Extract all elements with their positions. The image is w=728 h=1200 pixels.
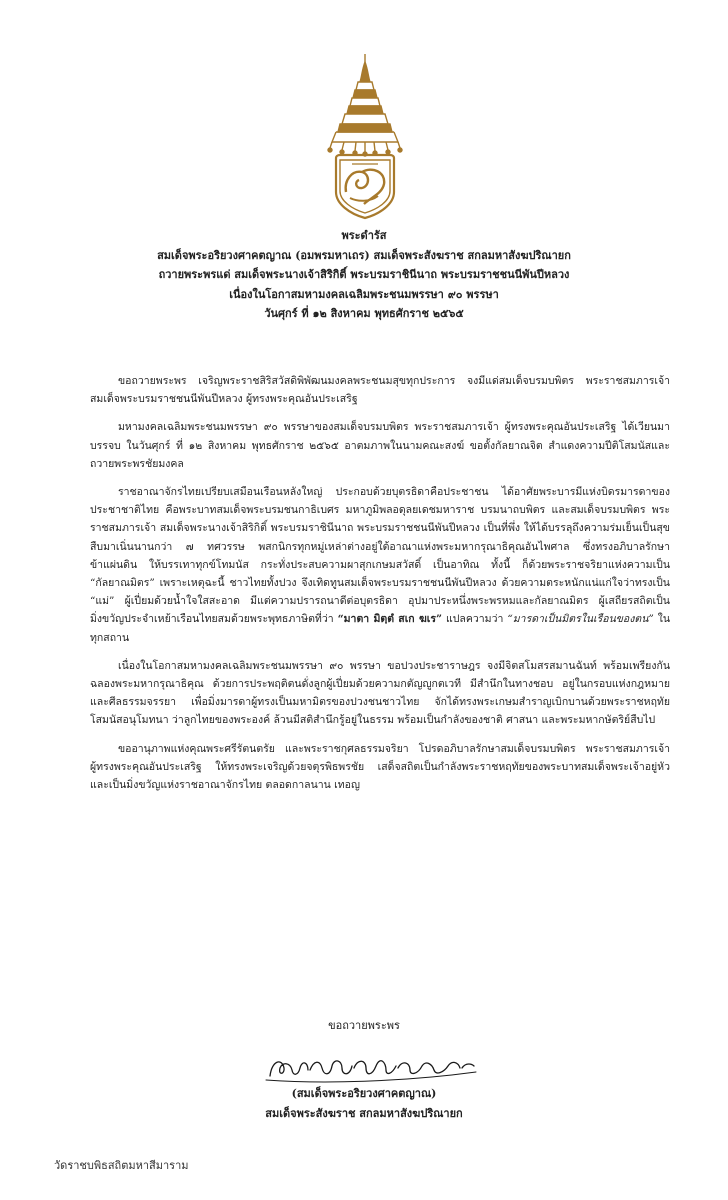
quote-kalyanamitta: “กัลยาณมิตร”	[90, 577, 155, 590]
header-date: วันศุกร์ ที่ ๑๒ สิงหาคม พุทธศักราช ๒๕๖๕	[264, 307, 464, 320]
header-issuer: สมเด็จพระอริยวงศาคตญาณ (อมพรมหาเถร) สมเด็จพระสังฆราช สกลมหาสังฆปริณายก	[157, 248, 571, 262]
decree-header	[40, 226, 688, 324]
decree-body	[90, 372, 670, 804]
signer-name: (สมเด็จพระอริยวงศาคตญาณ)	[291, 1087, 437, 1100]
royal-emblem-icon	[322, 52, 408, 220]
paragraph-3-text-a: ราชอาณาจักรไทยเปรียบเสมือนเรือนหลังใหญ่ ประกอบด้วยบุตรธิดาคือประชาชน ได้อาศัยพระบารมีแห่งบิดรมารดาของประชาชาติไทย คือพระบาทสมเด็จพระบรมชนกาธิเบศร มหาภูมิพลอดุลยเดชมหาราช บรมนาถบพิตร และสมเด็จบรมบพิตร พระราชสมภารเจ้า สมเด็จพระนางเจ้าสิริกิติ์ พระบรมราชินีนาถ พระบรมราชชนนีพันปีหลวง เป็นที่พึ่ง ให้ได้บรรลุถึงความร่มเย็นเป็นสุขสืบมาเนิ่นนานกว่า ๗ ทศวรรษ พสกนิกรทุกหมู่เหล่าต่างอยู่ใต้อาณาแห่งพระมหากรุณาธิคุณอันไพศาล ซึ่งทรงอภิบาลรักษาข้าแผ่นดิน ให้บรรเทาทุกข์โทมนัส กระทั่งประสบความผาสุกเกษมสวัสดิ์ เป็นอาทิณ ทั้งนี้ ก็ด้วยพระราชจริยาแห่งความเป็น	[90, 486, 670, 571]
pali-verse: “มาตา มิตฺตํ สเก ฆเร”	[337, 613, 443, 626]
paragraph-3-text-e: ในทุกสถาน	[90, 613, 671, 644]
header-recipient: ถวายพระพรแด่ สมเด็จพระนางเจ้าสิริกิติ์ พระบรมราชินีนาถ พระบรมราชชนนีพันปีหลวง	[158, 268, 570, 281]
signer-title: สมเด็จพระสังฆราช สกลมหาสังฆปริณายก	[265, 1107, 463, 1120]
paragraph-5: ขออานุภาพแห่งคุณพระศรีรัตนตรัย และพระราชกุศลธรรมจริยา โปรดอภิบาลรักษาสมเด็จบรมบพิตร พระราชสมภารเจ้า ผู้ทรงพระคุณอันประเสริฐ ให้ทรงพระเจริญด้วยจตุรพิธพรชัย เสด็จสถิตเป็นกำลังพระราชหฤทัยของพระบาทสมเด็จพระเจ้าอยู่หัว และเป็นมิ่งขวัญแห่งราชอาณาจักรไทย ตลอดกาลนาน เทอญ	[90, 742, 670, 792]
paragraph-3	[90, 483, 670, 647]
paragraph-4: เนื่องในโอกาสมหามงคลเฉลิมพระชนมพรรษา ๙๐ พรรษา ขอปวงประชาราษฎร จงมีจิตสโมสรสมานฉันท์ พร้อมเพรียงกันฉลองพระมหากรุณาธิคุณ ด้วยการประพฤติตนดั่งลูกผู้เปี่ยมด้วยความกตัญญูกตเวที มีสำนึกในทางชอบ อยู่ในกรอบแห่งกฎหมายและศีลธรรมจรรยา เพื่อมิ่งมารดาผู้ทรงเป็นมหามิตรของปวงชนชาวไทย จักได้ทรงพระเกษมสำราญเบิกบานด้วยพระราชหฤทัยโสมนัสอนุโมทนา ว่าลูกไทยของพระองค์ ล้วนมีสติสำนึกรู้อยู่ในธรรม พร้อมเป็นกำลังของชาติ ศาสนา และพระมหากษัตริย์สืบไป	[90, 659, 670, 727]
paragraph-3-text-b: เพราะเหตุฉะนี้ ชาวไทยทั้งปวง จึงเทิดทูนสมเด็จพระบรมราชชนนีพันปีหลวง ด้วยความตระหนักแน่แก่ใจว่าทรงเป็น	[159, 577, 670, 590]
paragraph-3-text-c: ผู้เปี่ยมด้วยน้ำใจใสสะอาด มีแต่ความปรารถนาดีต่อบุตรธิดา อุปมาประหนึ่งพระพรหมและกัลยาณมิตร ผู้เสถียรสถิตเป็นมิ่งขวัญประจำเหย้าเรือนไทยสมด้วยพระพุทธภาษิตที่ว่า	[90, 595, 670, 626]
temple-name: วัดราชบพิธสถิตมหาสีมาราม	[54, 1159, 189, 1172]
closing-phrase: ขอถวายพระพร	[328, 1019, 400, 1032]
pali-translation: “มารดาเป็นมิตรในเรือนของตน”	[507, 613, 654, 626]
signer-block	[0, 1084, 728, 1124]
handwritten-signature	[262, 1050, 482, 1084]
quote-mother: “แม่”	[90, 595, 115, 608]
paragraph-2: มหามงคลเฉลิมพระชนมพรรษา ๙๐ พรรษาของสมเด็จบรมบพิตร พระราชสมภารเจ้า ผู้ทรงพระคุณอันประเสริฐ ได้เวียนมาบรรจบ ในวันศุกร์ ที่ ๑๒ สิงหาคม พุทธศักราช ๒๕๖๕ อาตมภาพในนามคณะสงฆ์ ขอตั้งกัลยาณจิต สำแดงความปีติโสมนัสและถวายพระพรชัยมงคล	[90, 421, 670, 470]
header-occasion: เนื่องในโอกาสมหามงคลเฉลิมพระชนมพรรษา ๙๐ พรรษา	[229, 287, 499, 301]
paragraph-3-text-d: แปลความว่า	[446, 613, 504, 626]
paragraph-1: ขอถวายพระพร เจริญพระราชสิริสวัสดิพิพัฒนมงคลพระชนมสุขทุกประการ จงมีแด่สมเด็จบรมบพิตร พระราชสมภารเจ้า สมเด็จพระบรมราชชนนีพันปีหลวง ผู้ทรงพระคุณอันประเสริฐ	[90, 375, 670, 406]
header-title: พระดำรัส	[341, 229, 387, 242]
